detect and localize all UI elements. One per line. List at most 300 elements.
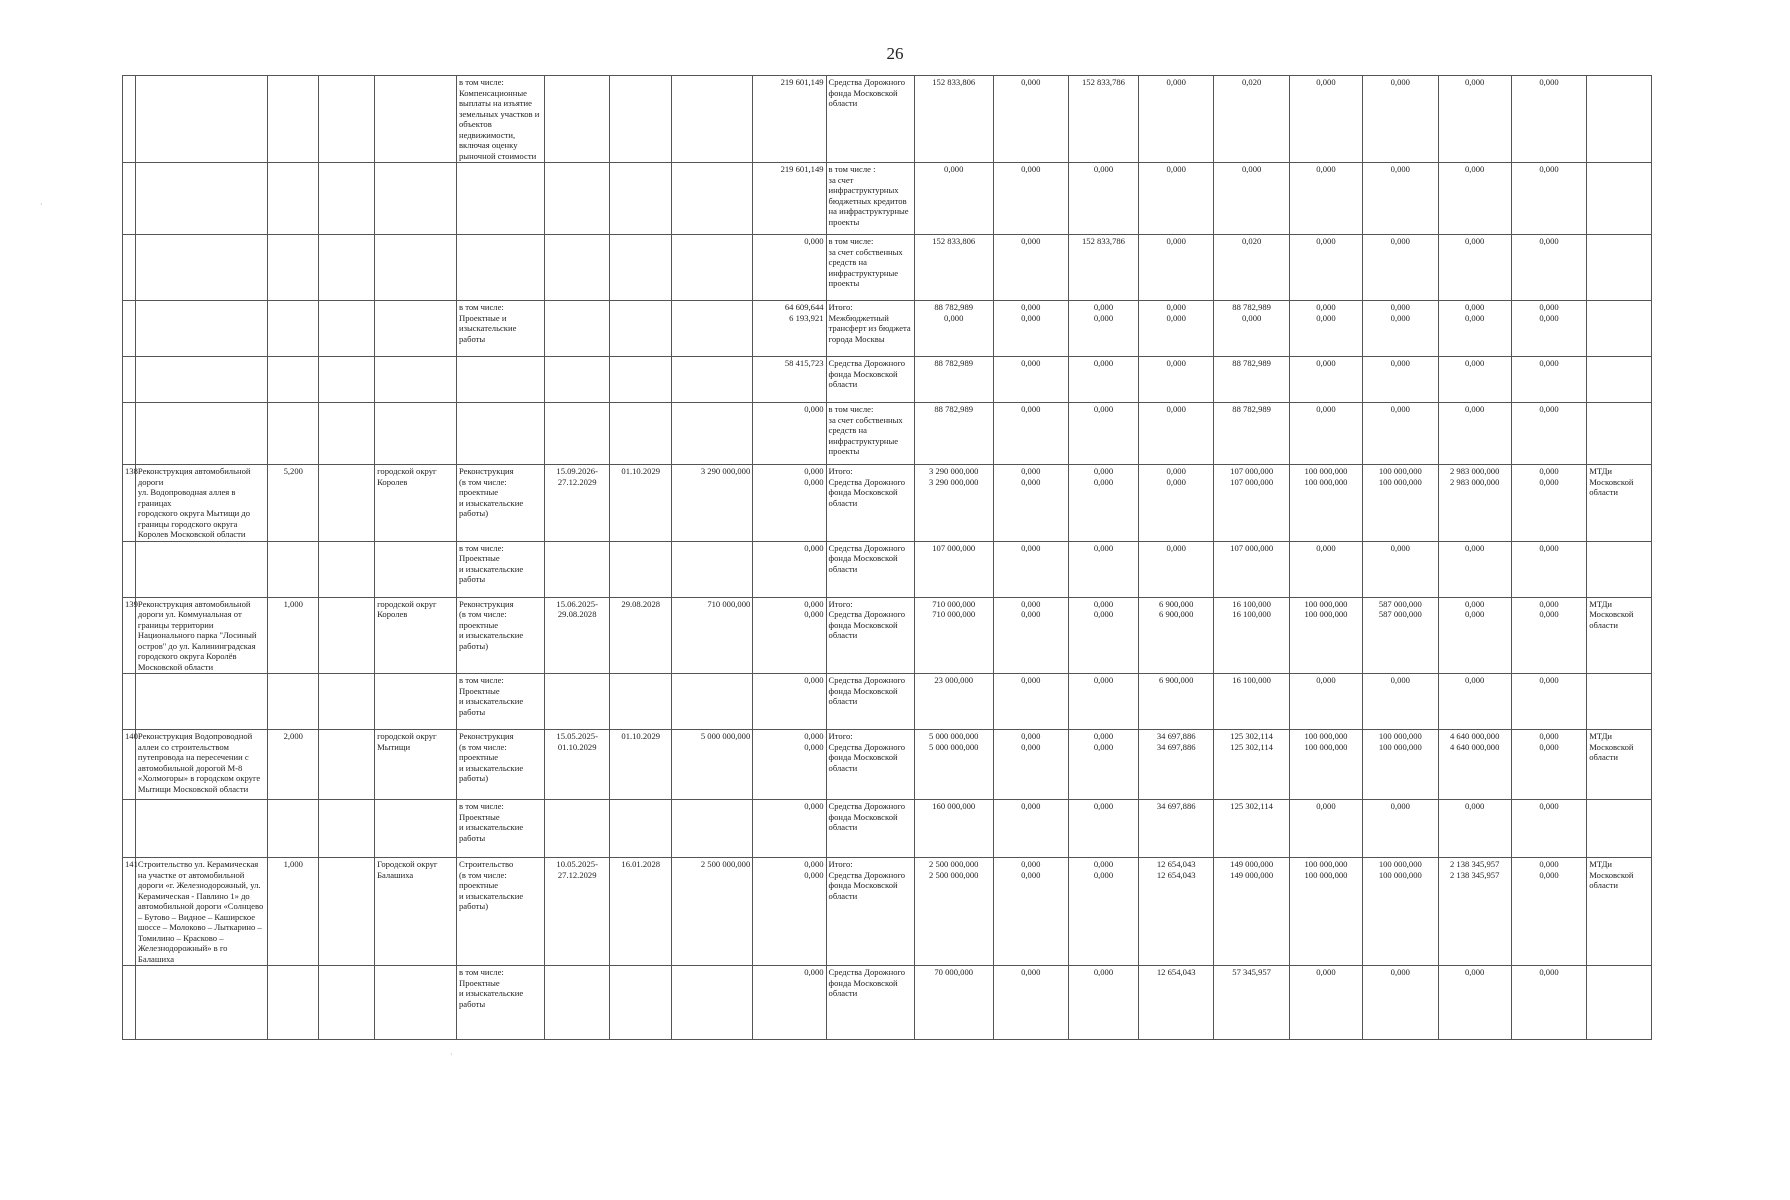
cell-power (268, 541, 319, 597)
cell-power (268, 163, 319, 235)
cell-empty (319, 597, 375, 674)
cell-total (672, 800, 753, 858)
cell-y2025: 6 900,000 6 900,000 (1139, 597, 1214, 674)
cell-name: Реконструкция автомобильной дороги ул. Водопроводная аллея в границах городского округа Мытищи до границы городского округа Королев Московской области (135, 465, 268, 542)
cell-y2027: 0,000 0,000 (1289, 301, 1362, 357)
cell-name (135, 800, 268, 858)
cell-end (609, 966, 671, 1040)
cell-y2030: 0,000 0,000 (1511, 597, 1586, 674)
cell-source: в том числе : за счет инфраструктурных бюджетных кредитов на инфраструктурные проекты (826, 163, 914, 235)
cell-y2026: 107 000,000 107 000,000 (1214, 465, 1289, 542)
cell-y2023: 0,000 0,000 (993, 858, 1068, 966)
cell-no: 138 (123, 465, 136, 542)
cell-municipality: городской округ Королев (375, 597, 457, 674)
cell-y2027: 0,000 (1289, 674, 1362, 730)
cell-y2028: 0,000 (1363, 966, 1438, 1040)
cell-y2030: 0,000 0,000 (1511, 465, 1586, 542)
cell-y2024: 0,000 0,000 (1068, 301, 1138, 357)
cell-municipality (375, 403, 457, 465)
cell-y2025: 0,000 (1139, 235, 1214, 301)
cell-y2027: 0,000 (1289, 800, 1362, 858)
cell-end (609, 674, 671, 730)
cell-y2024: 0,000 (1068, 357, 1138, 403)
cell-y2025: 12 654,043 12 654,043 (1139, 858, 1214, 966)
cell-works: в том числе: Проектные и изыскательские работы (457, 301, 545, 357)
cell-no: 141 (123, 858, 136, 966)
cell-y2028: 0,000 (1363, 235, 1438, 301)
cell-empty (319, 674, 375, 730)
cell-end (609, 357, 671, 403)
cell-y2027: 100 000,000 100 000,000 (1289, 597, 1362, 674)
cell-power: 1,000 (268, 597, 319, 674)
cell-name: Строительство ул. Керамическая на участке от автомобильной дороги «г. Железнодорожный, ул. Керамическая - Павлино 1» до автомобильной дороги «Солнцево – Бутово – Видное – Каширское шоссе – Молоково – Лыткарино – Томилино – Красково – Железнодорожный» в го Балашиха (135, 858, 268, 966)
cell-no (123, 235, 136, 301)
cell-municipality (375, 301, 457, 357)
cell-sum: 88 782,989 0,000 (914, 301, 993, 357)
cell-empty (319, 465, 375, 542)
cell-total (672, 357, 753, 403)
cell-no (123, 163, 136, 235)
cell-y2029: 0,000 (1438, 966, 1511, 1040)
cell-empty (319, 235, 375, 301)
cell-y2028: 587 000,000 587 000,000 (1363, 597, 1438, 674)
cell-y2030: 0,000 0,000 (1511, 858, 1586, 966)
cell-end (609, 403, 671, 465)
cell-y2029: 2 983 000,000 2 983 000,000 (1438, 465, 1511, 542)
cell-customer (1587, 674, 1652, 730)
cell-y2025: 34 697,886 34 697,886 (1139, 730, 1214, 800)
cell-total (672, 674, 753, 730)
table-row (123, 674, 1652, 730)
cell-y2026: 149 000,000 149 000,000 (1214, 858, 1289, 966)
cell-y2025: 0,000 0,000 (1139, 465, 1214, 542)
cell-y2027: 0,000 (1289, 403, 1362, 465)
cell-no (123, 966, 136, 1040)
table-row (123, 730, 1652, 800)
cell-start (545, 76, 610, 163)
cell-y2030: 0,000 (1511, 541, 1586, 597)
cell-y2024: 152 833,786 (1068, 235, 1138, 301)
cell-y2028: 0,000 (1363, 403, 1438, 465)
cell-works: Строительство (в том числе: проектные и изыскательские работы) (457, 858, 545, 966)
table-row (123, 858, 1652, 966)
cell-works (457, 235, 545, 301)
cell-customer (1587, 403, 1652, 465)
cell-end (609, 301, 671, 357)
cell-municipality (375, 541, 457, 597)
table-row (123, 541, 1652, 597)
cell-empty (319, 76, 375, 163)
cell-customer: МТДи Московской области (1587, 858, 1652, 966)
cell-works: Реконструкция (в том числе: проектные и изыскательские работы) (457, 730, 545, 800)
cell-y2024: 0,000 (1068, 966, 1138, 1040)
cell-y2027: 0,000 (1289, 163, 1362, 235)
cell-y2024: 0,000 0,000 (1068, 858, 1138, 966)
cell-end: 29.08.2028 (609, 597, 671, 674)
cell-works: в том числе: Проектные и изыскательские работы (457, 541, 545, 597)
cell-name (135, 674, 268, 730)
cell-y2030: 0,000 (1511, 357, 1586, 403)
cell-works: в том числе: Проектные и изыскательские работы (457, 674, 545, 730)
cell-power (268, 403, 319, 465)
cell-paid: 219 601,149 (753, 76, 826, 163)
cell-y2030: 0,000 (1511, 403, 1586, 465)
cell-customer (1587, 163, 1652, 235)
cell-y2030: 0,000 (1511, 674, 1586, 730)
cell-y2026: 16 100,000 16 100,000 (1214, 597, 1289, 674)
cell-y2023: 0,000 0,000 (993, 730, 1068, 800)
cell-no (123, 301, 136, 357)
cell-power (268, 76, 319, 163)
cell-end: 01.10.2029 (609, 465, 671, 542)
cell-y2026: 125 302,114 125 302,114 (1214, 730, 1289, 800)
cell-sum: 3 290 000,000 3 290 000,000 (914, 465, 993, 542)
cell-municipality: городской округ Королев (375, 465, 457, 542)
cell-no (123, 800, 136, 858)
cell-empty (319, 730, 375, 800)
cell-customer (1587, 541, 1652, 597)
cell-y2023: 0,000 (993, 357, 1068, 403)
cell-name (135, 966, 268, 1040)
table-row (123, 163, 1652, 235)
cell-empty (319, 966, 375, 1040)
cell-paid: 0,000 0,000 (753, 465, 826, 542)
cell-power (268, 674, 319, 730)
cell-end: 16.01.2028 (609, 858, 671, 966)
cell-name (135, 403, 268, 465)
table-row (123, 966, 1652, 1040)
scan-speck: · (40, 200, 43, 209)
cell-y2024: 0,000 (1068, 800, 1138, 858)
cell-paid: 0,000 (753, 800, 826, 858)
cell-customer (1587, 76, 1652, 163)
page-number: 26 (886, 44, 904, 63)
cell-start (545, 966, 610, 1040)
cell-municipality (375, 800, 457, 858)
cell-no (123, 403, 136, 465)
table-row (123, 403, 1652, 465)
cell-y2030: 0,000 0,000 (1511, 730, 1586, 800)
table-row (123, 301, 1652, 357)
cell-paid: 58 415,723 (753, 357, 826, 403)
cell-source: Средства Дорожного фонда Московской области (826, 800, 914, 858)
cell-y2028: 100 000,000 100 000,000 (1363, 465, 1438, 542)
cell-total (672, 403, 753, 465)
cell-municipality (375, 357, 457, 403)
cell-y2025: 12 654,043 (1139, 966, 1214, 1040)
cell-no (123, 541, 136, 597)
cell-works: в том числе: Компенсационные выплаты на изъятие земельных участков и объектов недвижимости, включая оценку рыночной стоимости (457, 76, 545, 163)
cell-power (268, 966, 319, 1040)
cell-paid: 64 609,644 6 193,921 (753, 301, 826, 357)
cell-y2026: 0,000 (1214, 163, 1289, 235)
cell-y2029: 0,000 (1438, 403, 1511, 465)
cell-works: в том числе: Проектные и изыскательские работы (457, 966, 545, 1040)
cell-end (609, 541, 671, 597)
cell-y2025: 0,000 (1139, 163, 1214, 235)
cell-paid: 0,000 0,000 (753, 858, 826, 966)
cell-start: 15.09.2026- 27.12.2029 (545, 465, 610, 542)
cell-y2025: 6 900,000 (1139, 674, 1214, 730)
scan-speck: · (450, 1050, 453, 1059)
cell-paid: 0,000 (753, 966, 826, 1040)
cell-power (268, 235, 319, 301)
cell-power: 5,200 (268, 465, 319, 542)
cell-total: 2 500 000,000 (672, 858, 753, 966)
cell-source: Средства Дорожного фонда Московской области (826, 674, 914, 730)
cell-end (609, 235, 671, 301)
cell-y2029: 0,000 0,000 (1438, 597, 1511, 674)
cell-y2026: 107 000,000 (1214, 541, 1289, 597)
cell-empty (319, 858, 375, 966)
cell-y2029: 2 138 345,957 2 138 345,957 (1438, 858, 1511, 966)
cell-paid: 0,000 (753, 674, 826, 730)
cell-sum: 88 782,989 (914, 357, 993, 403)
cell-sum: 23 000,000 (914, 674, 993, 730)
cell-y2029: 0,000 (1438, 800, 1511, 858)
table-row (123, 235, 1652, 301)
cell-y2027: 0,000 (1289, 357, 1362, 403)
cell-total: 3 290 000,000 (672, 465, 753, 542)
cell-y2026: 0,020 (1214, 235, 1289, 301)
cell-end (609, 76, 671, 163)
cell-y2023: 0,000 (993, 800, 1068, 858)
cell-source: в том числе: за счет собственных средств на инфраструктурные проекты (826, 235, 914, 301)
cell-empty (319, 357, 375, 403)
cell-power (268, 800, 319, 858)
cell-y2028: 0,000 (1363, 76, 1438, 163)
cell-municipality: Городской округ Балашиха (375, 858, 457, 966)
cell-power (268, 301, 319, 357)
cell-sum: 5 000 000,000 5 000 000,000 (914, 730, 993, 800)
cell-municipality (375, 674, 457, 730)
cell-no: 140 (123, 730, 136, 800)
cell-total (672, 966, 753, 1040)
cell-y2027: 100 000,000 100 000,000 (1289, 465, 1362, 542)
cell-municipality (375, 163, 457, 235)
cell-y2030: 0,000 (1511, 966, 1586, 1040)
cell-source: Итого: Средства Дорожного фонда Московской области (826, 858, 914, 966)
cell-start (545, 163, 610, 235)
cell-customer (1587, 966, 1652, 1040)
cell-name (135, 301, 268, 357)
cell-y2025: 0,000 0,000 (1139, 301, 1214, 357)
cell-y2026: 88 782,989 (1214, 357, 1289, 403)
cell-empty (319, 163, 375, 235)
cell-sum: 160 000,000 (914, 800, 993, 858)
cell-y2029: 4 640 000,000 4 640 000,000 (1438, 730, 1511, 800)
cell-y2023: 0,000 0,000 (993, 465, 1068, 542)
cell-y2030: 0,000 (1511, 163, 1586, 235)
cell-y2027: 100 000,000 100 000,000 (1289, 858, 1362, 966)
cell-y2023: 0,000 (993, 674, 1068, 730)
cell-no (123, 76, 136, 163)
cell-y2028: 0,000 (1363, 163, 1438, 235)
cell-y2026: 57 345,957 (1214, 966, 1289, 1040)
cell-total (672, 235, 753, 301)
cell-municipality (375, 235, 457, 301)
cell-works: в том числе: Проектные и изыскательские работы (457, 800, 545, 858)
cell-y2023: 0,000 (993, 403, 1068, 465)
cell-paid: 0,000 0,000 (753, 730, 826, 800)
program-table (122, 75, 1652, 1040)
cell-works: Реконструкция (в том числе: проектные и изыскательские работы) (457, 465, 545, 542)
cell-customer (1587, 357, 1652, 403)
cell-sum: 152 833,806 (914, 76, 993, 163)
cell-paid: 0,000 0,000 (753, 597, 826, 674)
cell-name (135, 163, 268, 235)
cell-power: 2,000 (268, 730, 319, 800)
cell-total (672, 541, 753, 597)
cell-power (268, 357, 319, 403)
cell-y2026: 16 100,000 (1214, 674, 1289, 730)
cell-name (135, 541, 268, 597)
cell-y2024: 0,000 (1068, 163, 1138, 235)
cell-y2026: 88 782,989 0,000 (1214, 301, 1289, 357)
cell-y2028: 0,000 (1363, 674, 1438, 730)
cell-name (135, 357, 268, 403)
cell-paid: 0,000 (753, 541, 826, 597)
cell-works (457, 403, 545, 465)
cell-y2024: 0,000 (1068, 674, 1138, 730)
cell-source: Средства Дорожного фонда Московской области (826, 966, 914, 1040)
cell-y2025: 0,000 (1139, 76, 1214, 163)
cell-power: 1,000 (268, 858, 319, 966)
cell-total: 710 000,000 (672, 597, 753, 674)
cell-y2023: 0,000 0,000 (993, 597, 1068, 674)
cell-y2023: 0,000 (993, 966, 1068, 1040)
cell-y2027: 0,000 (1289, 76, 1362, 163)
cell-sum: 0,000 (914, 163, 993, 235)
cell-works: Реконструкция (в том числе: проектные и изыскательские работы) (457, 597, 545, 674)
cell-name (135, 235, 268, 301)
cell-municipality (375, 966, 457, 1040)
cell-y2026: 88 782,989 (1214, 403, 1289, 465)
table-row (123, 597, 1652, 674)
cell-y2023: 0,000 (993, 163, 1068, 235)
cell-empty (319, 301, 375, 357)
cell-y2025: 0,000 (1139, 357, 1214, 403)
cell-customer: МТДи Московской области (1587, 597, 1652, 674)
cell-y2029: 0,000 (1438, 541, 1511, 597)
cell-y2029: 0,000 (1438, 357, 1511, 403)
cell-empty (319, 541, 375, 597)
cell-y2025: 0,000 (1139, 541, 1214, 597)
cell-end (609, 163, 671, 235)
cell-empty (319, 800, 375, 858)
cell-start (545, 674, 610, 730)
table-row (123, 800, 1652, 858)
cell-y2024: 0,000 0,000 (1068, 730, 1138, 800)
cell-y2029: 0,000 (1438, 76, 1511, 163)
cell-customer (1587, 800, 1652, 858)
cell-y2023: 0,000 (993, 235, 1068, 301)
cell-name: Реконструкция автомобильной дороги ул. Коммунальная от границы территории Национального парка "Лосиный остров" до ул. Калининградская городского округа Королёв Московской области (135, 597, 268, 674)
cell-sum: 152 833,806 (914, 235, 993, 301)
cell-source: в том числе: за счет собственных средств на инфраструктурные проекты (826, 403, 914, 465)
cell-source: Средства Дорожного фонда Московской области (826, 76, 914, 163)
cell-total (672, 301, 753, 357)
cell-paid: 219 601,149 (753, 163, 826, 235)
cell-y2028: 0,000 0,000 (1363, 301, 1438, 357)
cell-works (457, 357, 545, 403)
cell-y2025: 34 697,886 (1139, 800, 1214, 858)
cell-total: 5 000 000,000 (672, 730, 753, 800)
cell-end: 01.10.2029 (609, 730, 671, 800)
cell-municipality: городской округ Мытищи (375, 730, 457, 800)
cell-start: 15.06.2025- 29.08.2028 (545, 597, 610, 674)
cell-y2029: 0,000 0,000 (1438, 301, 1511, 357)
cell-y2024: 0,000 0,000 (1068, 465, 1138, 542)
cell-y2028: 0,000 (1363, 541, 1438, 597)
cell-y2029: 0,000 (1438, 163, 1511, 235)
cell-y2025: 0,000 (1139, 403, 1214, 465)
cell-start: 10.05.2025- 27.12.2029 (545, 858, 610, 966)
table-row (123, 357, 1652, 403)
cell-no (123, 357, 136, 403)
cell-y2028: 100 000,000 100 000,000 (1363, 858, 1438, 966)
cell-y2027: 0,000 (1289, 541, 1362, 597)
cell-y2027: 0,000 (1289, 966, 1362, 1040)
cell-source: Средства Дорожного фонда Московской области (826, 357, 914, 403)
cell-empty (319, 403, 375, 465)
cell-sum: 88 782,989 (914, 403, 993, 465)
cell-y2028: 0,000 (1363, 357, 1438, 403)
cell-y2027: 0,000 (1289, 235, 1362, 301)
cell-source: Итого: Средства Дорожного фонда Московской области (826, 730, 914, 800)
cell-start (545, 541, 610, 597)
cell-y2030: 0,000 0,000 (1511, 301, 1586, 357)
cell-y2029: 0,000 (1438, 674, 1511, 730)
cell-start (545, 403, 610, 465)
cell-y2023: 0,000 (993, 541, 1068, 597)
cell-customer (1587, 235, 1652, 301)
cell-name (135, 76, 268, 163)
cell-total (672, 163, 753, 235)
table-row (123, 465, 1652, 542)
cell-source: Итого: Средства Дорожного фонда Московской области (826, 597, 914, 674)
cell-y2030: 0,000 (1511, 235, 1586, 301)
cell-y2024: 0,000 (1068, 541, 1138, 597)
cell-source: Средства Дорожного фонда Московской области (826, 541, 914, 597)
cell-paid: 0,000 (753, 403, 826, 465)
cell-y2024: 0,000 0,000 (1068, 597, 1138, 674)
cell-y2026: 125 302,114 (1214, 800, 1289, 858)
cell-y2024: 152 833,786 (1068, 76, 1138, 163)
cell-start (545, 800, 610, 858)
cell-source: Итого: Межбюджетный трансферт из бюджета города Москвы (826, 301, 914, 357)
cell-y2026: 0,020 (1214, 76, 1289, 163)
cell-municipality (375, 76, 457, 163)
cell-end (609, 800, 671, 858)
cell-y2027: 100 000,000 100 000,000 (1289, 730, 1362, 800)
cell-y2029: 0,000 (1438, 235, 1511, 301)
cell-y2023: 0,000 (993, 76, 1068, 163)
cell-sum: 710 000,000 710 000,000 (914, 597, 993, 674)
table-row (123, 76, 1652, 163)
cell-y2024: 0,000 (1068, 403, 1138, 465)
cell-start (545, 235, 610, 301)
cell-y2023: 0,000 0,000 (993, 301, 1068, 357)
cell-sum: 2 500 000,000 2 500 000,000 (914, 858, 993, 966)
cell-y2028: 100 000,000 100 000,000 (1363, 730, 1438, 800)
cell-paid: 0,000 (753, 235, 826, 301)
cell-customer: МТДи Московской области (1587, 730, 1652, 800)
cell-y2030: 0,000 (1511, 76, 1586, 163)
cell-total (672, 76, 753, 163)
cell-no (123, 674, 136, 730)
cell-sum: 70 000,000 (914, 966, 993, 1040)
